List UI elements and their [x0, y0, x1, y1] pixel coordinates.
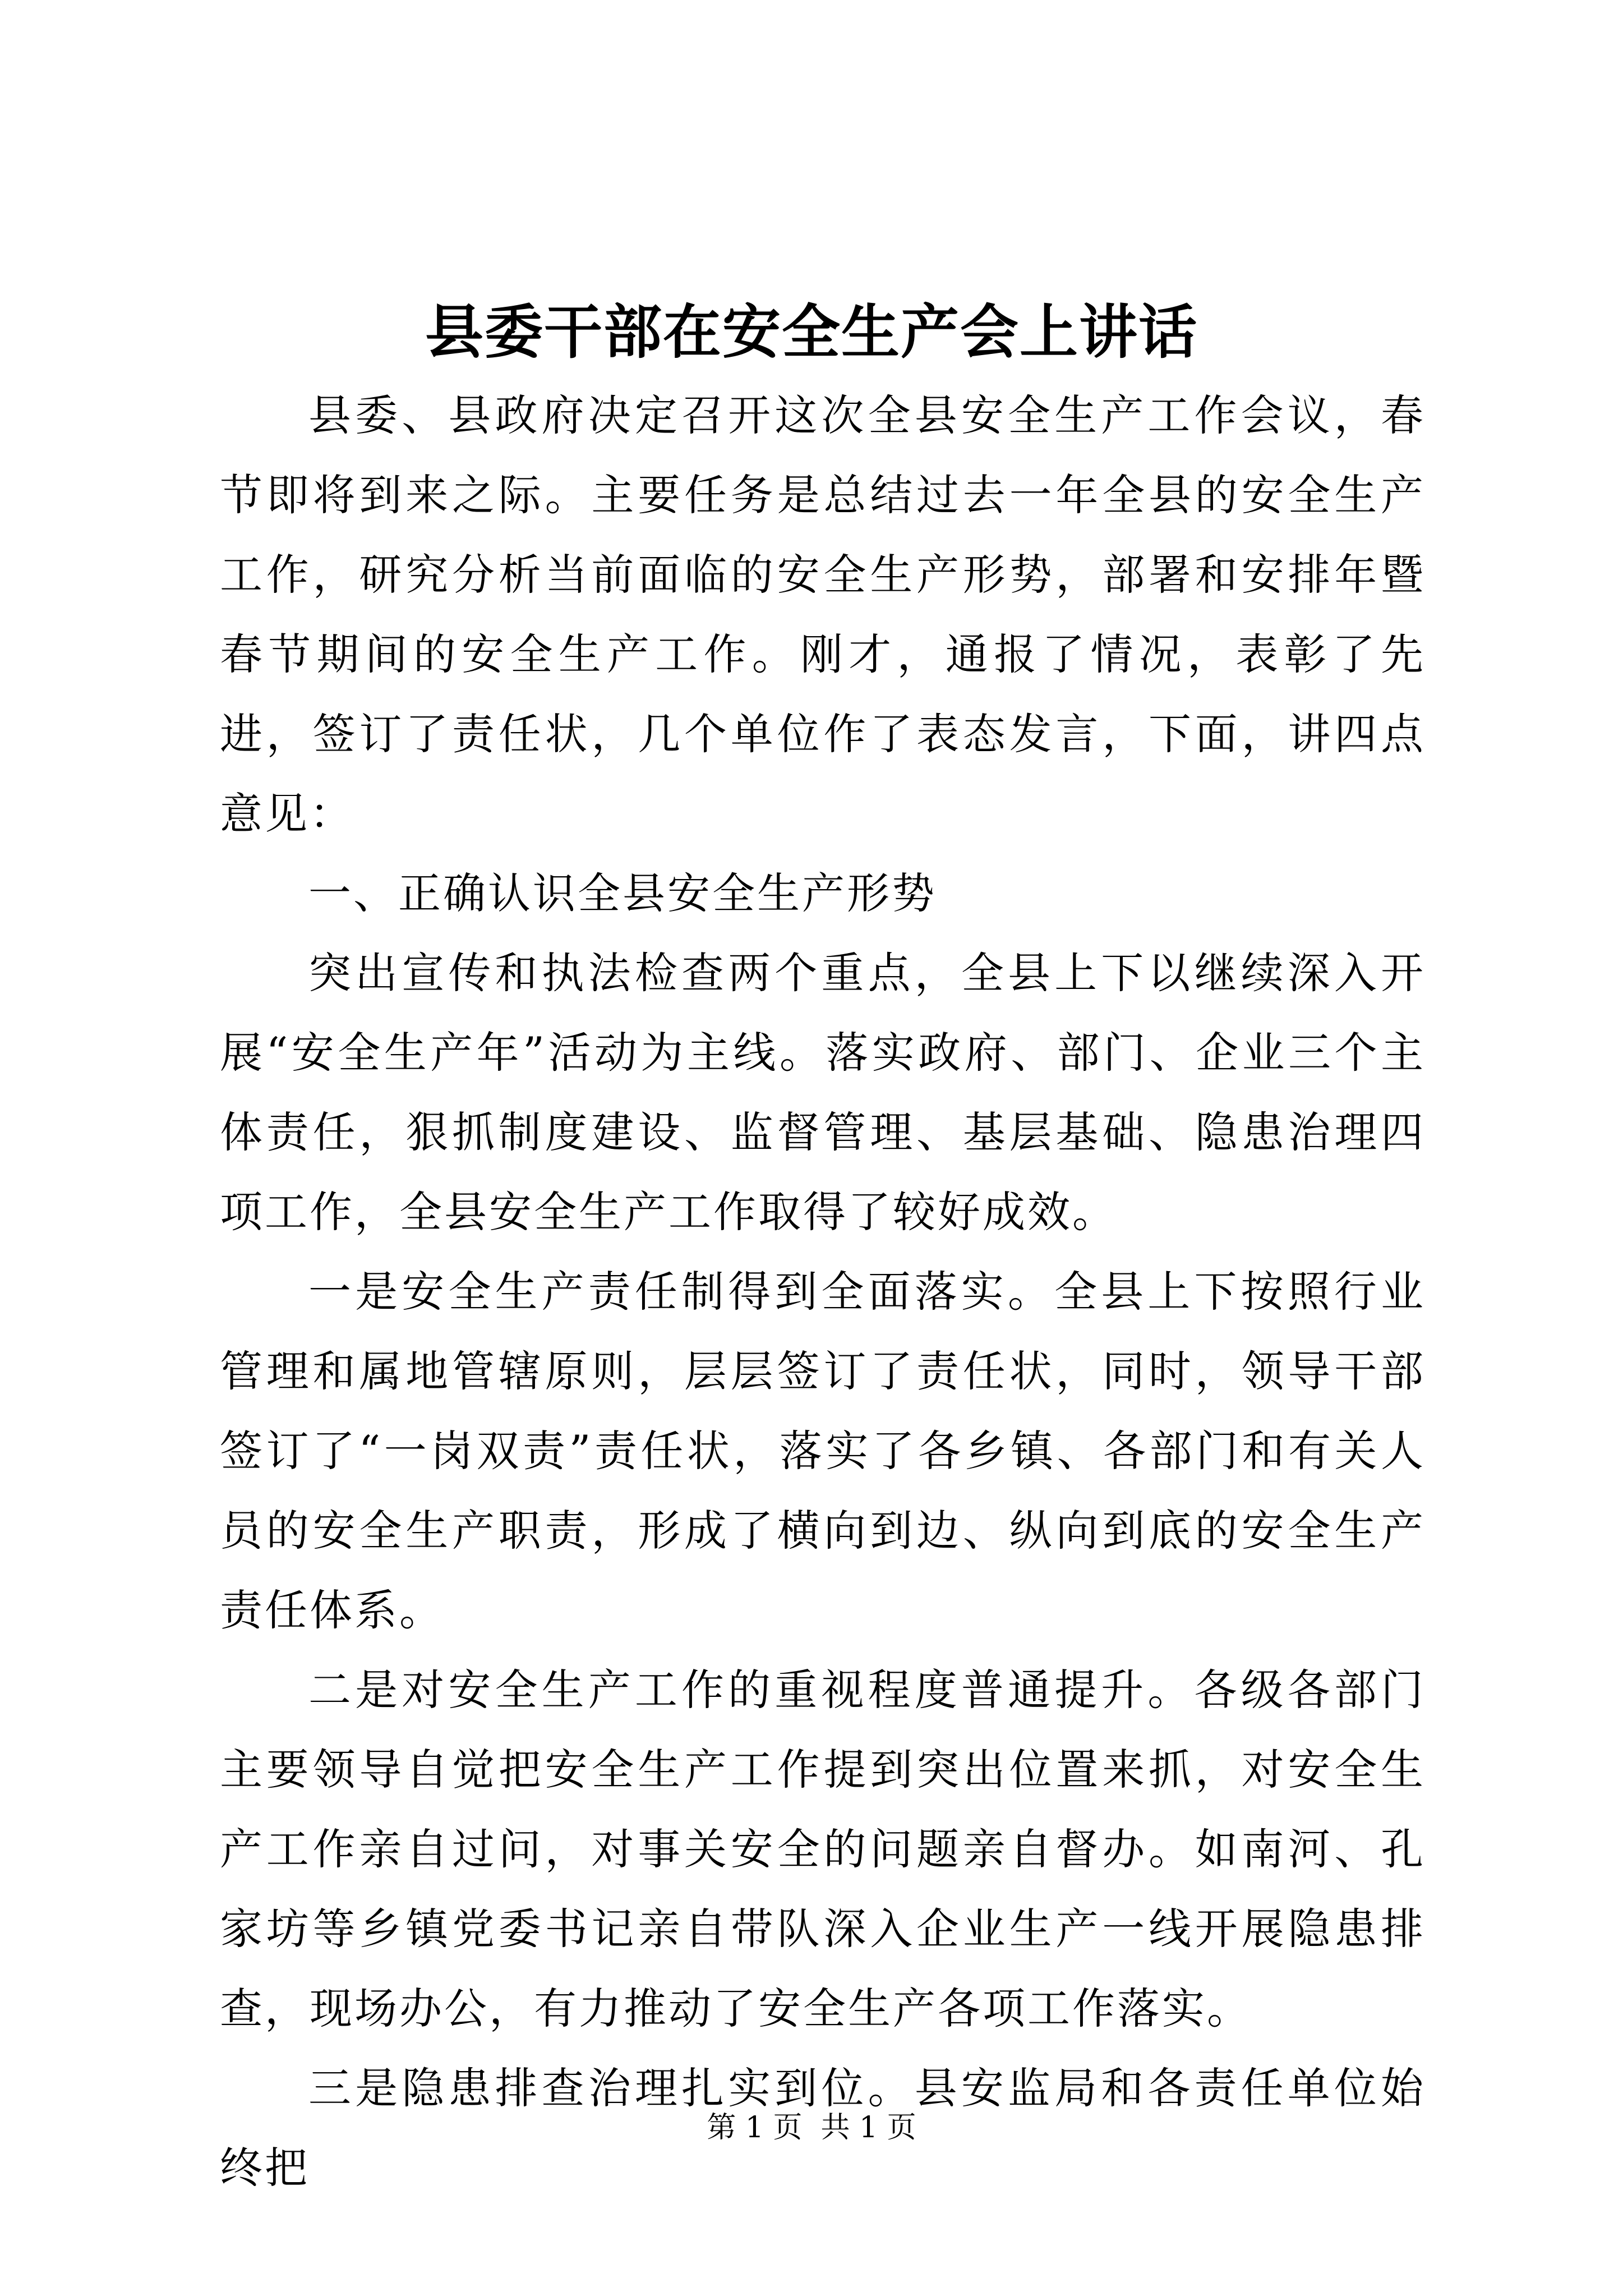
document-title: 县委干部在安全生产会上讲话: [425, 297, 1198, 366]
paragraph-point-2: 二是对安全生产工作的重视程度普通提升。各级各部门主要领导自觉把安全生产工作提到突出位置来抓，对安全生产工作亲自过问，对事关安全的问题亲自督办。如南河、孔家坊等乡镇党委书记亲自带队深入企业生产一线开展隐患排查，现场办公，有力推动了安全生产各项工作落实。: [220, 1665, 1426, 2033]
page-footer: [0, 2108, 1623, 2147]
section-heading-1: 一、正确认识全县安全生产形势: [308, 868, 937, 918]
document-body: [220, 376, 1426, 2208]
page-number-label: 第 1 页 共 1 页: [707, 2111, 916, 2145]
paragraph-overview: 突出宣传和执法检查两个重点，全县上下以继续深入开展“安全生产年”活动为主线。落实政府、部门、企业三个主体责任，狠抓制度建设、监督管理、基层基础、隐患治理四项工作，全县安全生产工作取得了较好成效。: [220, 948, 1426, 1237]
paragraph-point-1: 一是安全生产责任制得到全面落实。全县上下按照行业管理和属地管辖原则，层层签订了责任状，同时，领导干部签订了“一岗双责”责任状，落实了各乡镇、各部门和有关人员的安全生产职责，形成了横向到边、纵向到底的安全生产责任体系。: [220, 1267, 1426, 1635]
paragraph-intro: 县委、县政府决定召开这次全县安全生产工作会议，春节即将到来之际。主要任务是总结过去一年全县的安全生产工作，研究分析当前面临的安全生产形势，部署和安排年暨春节期间的安全生产工作。刚才，通报了情况，表彰了先进，签订了责任状，几个单位作了表态发言，下面，讲四点意见：: [220, 390, 1426, 839]
paragraph-point-3: 三是隐患排查治理扎实到位。县安监局和各责任单位始终把: [220, 2063, 1426, 2193]
